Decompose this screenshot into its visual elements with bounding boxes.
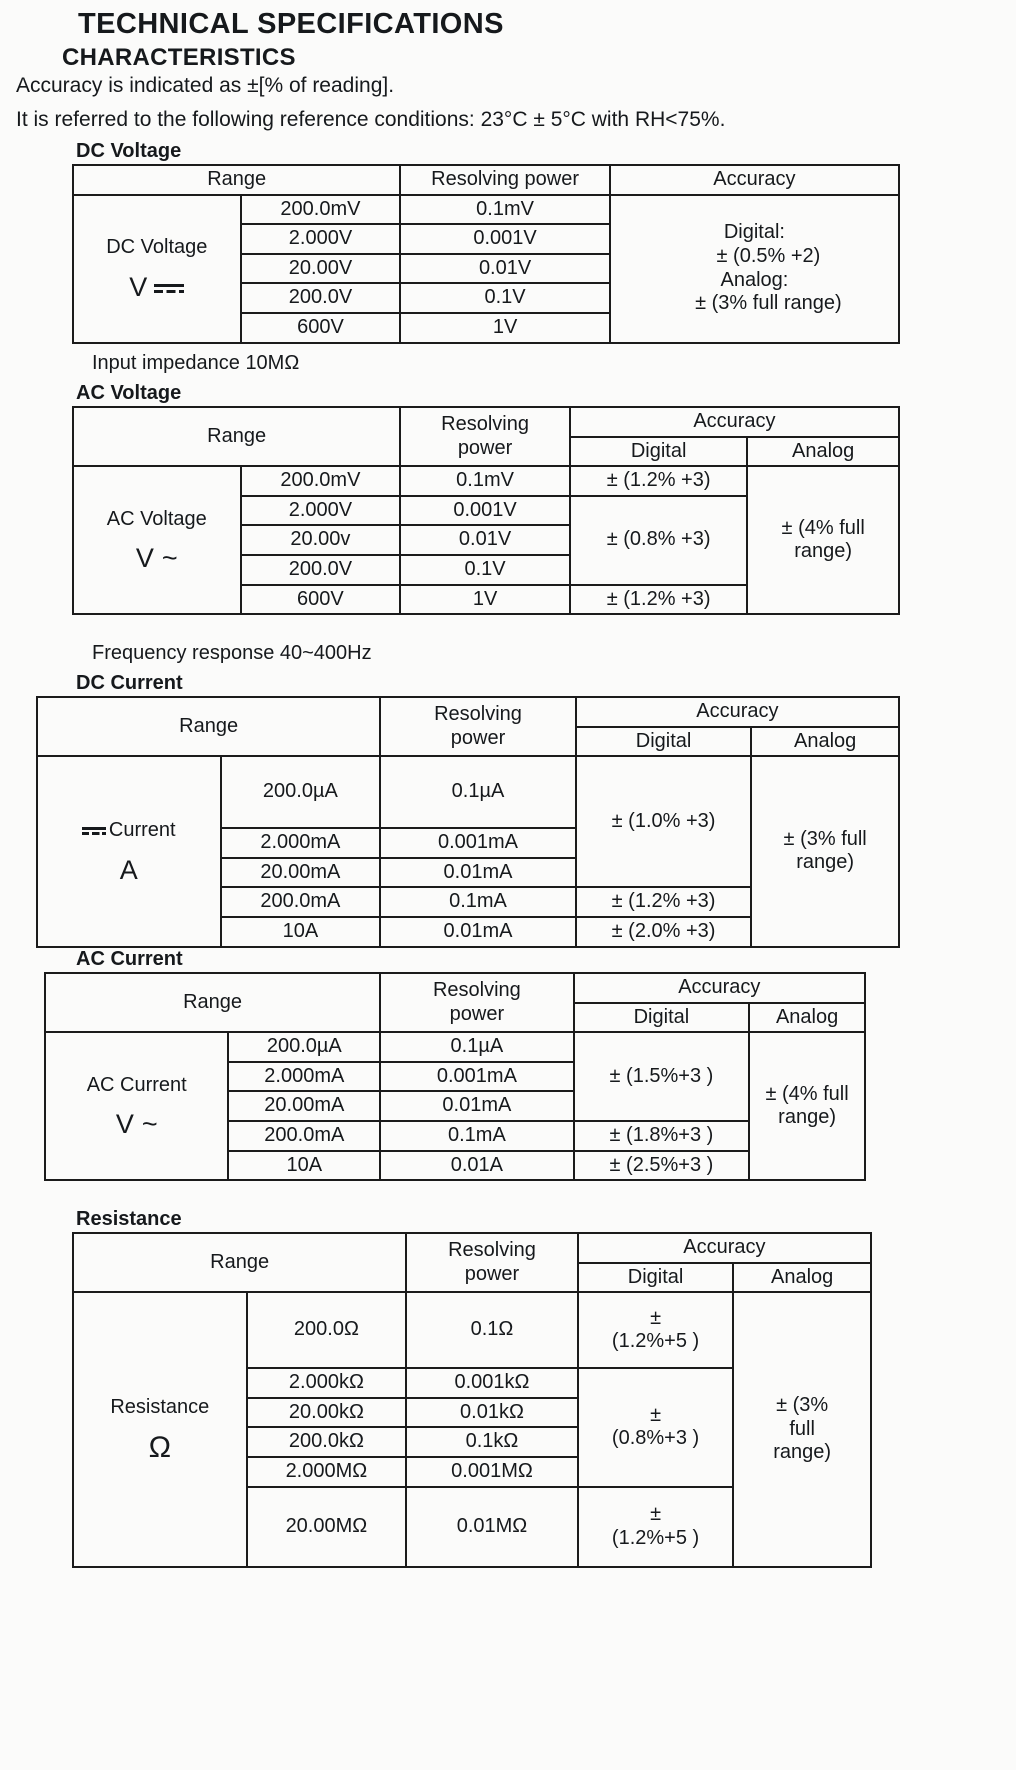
resolving-value: 0.001V bbox=[400, 496, 570, 526]
table-ac-voltage bbox=[72, 406, 900, 615]
table-title-ac-current: AC Current bbox=[76, 948, 183, 970]
note-frequency-response: Frequency response 40~400Hz bbox=[92, 642, 372, 664]
header-resolving-power bbox=[380, 973, 574, 1032]
header-range: Range bbox=[73, 165, 400, 195]
accuracy-analog-line2: range) bbox=[778, 1106, 836, 1129]
accuracy-digital-line1: ± bbox=[650, 1306, 662, 1329]
header-range: Range bbox=[73, 407, 400, 466]
range-value: 2.000V bbox=[241, 496, 401, 526]
resolving-value: 1V bbox=[400, 585, 570, 615]
range-value: 2.000MΩ bbox=[247, 1457, 407, 1487]
accuracy-digital-value: ± (1.2% +3) bbox=[570, 585, 747, 615]
accuracy-digital-value bbox=[578, 1292, 734, 1368]
resolving-value: 0.1mA bbox=[380, 1121, 574, 1151]
accuracy-analog-line1: ± (3% bbox=[776, 1393, 829, 1416]
accuracy-analog-line1: ± (4% full bbox=[765, 1082, 849, 1105]
header-accuracy: Accuracy bbox=[610, 165, 899, 195]
range-value: 200.0mA bbox=[221, 887, 381, 917]
accuracy-digital-value: ± (2.5%+3 ) bbox=[574, 1151, 750, 1181]
table-dc-current bbox=[36, 696, 900, 948]
accuracy-analog-value bbox=[749, 1032, 865, 1180]
range-value: 200.0V bbox=[241, 555, 401, 585]
header-resolving-line1: Resolving bbox=[432, 979, 521, 1001]
measurement-label-text: DC Voltage bbox=[106, 236, 208, 259]
table-title-ac-voltage: AC Voltage bbox=[76, 382, 182, 404]
accuracy-cell-dc-voltage bbox=[610, 195, 899, 343]
accuracy-analog-line2: full bbox=[789, 1417, 815, 1440]
range-value: 20.00V bbox=[241, 254, 401, 284]
table-header-row bbox=[73, 165, 899, 195]
measurement-label-text: Current bbox=[108, 819, 176, 842]
range-value: 200.0V bbox=[241, 283, 401, 313]
resolving-value: 0.01mA bbox=[380, 1091, 574, 1121]
header-accuracy: Accuracy bbox=[576, 697, 899, 727]
header-resolving-power bbox=[380, 697, 576, 756]
range-value: 600V bbox=[241, 313, 401, 343]
range-value: 2.000V bbox=[241, 224, 401, 254]
accuracy-analog-line1: ± (3% full bbox=[783, 827, 867, 850]
accuracy-digital-line1: ± bbox=[650, 1403, 662, 1426]
resolving-value: 0.1Ω bbox=[406, 1292, 578, 1368]
section-heading-characteristics: CHARACTERISTICS bbox=[62, 44, 296, 71]
accuracy-digital-value: ± (0.8% +3) bbox=[570, 496, 747, 585]
resolving-value: 0.01V bbox=[400, 254, 610, 284]
accuracy-digital-value: ± (2.0% +3) bbox=[576, 917, 752, 947]
header-resolving-line2: power bbox=[457, 436, 513, 459]
accuracy-digital-label: Digital: bbox=[723, 221, 785, 244]
header-digital: Digital bbox=[578, 1263, 734, 1293]
accuracy-analog-label: Analog: bbox=[720, 268, 789, 291]
measurement-label-ac-voltage bbox=[73, 466, 241, 614]
table-title-resistance: Resistance bbox=[76, 1208, 182, 1230]
resolving-value: 0.1V bbox=[400, 283, 610, 313]
range-value: 2.000mA bbox=[228, 1062, 380, 1092]
table-header-row bbox=[73, 407, 899, 437]
accuracy-digital-line2: (1.2%+5 ) bbox=[611, 1330, 700, 1353]
header-accuracy: Accuracy bbox=[578, 1233, 871, 1263]
range-value: 20.00MΩ bbox=[247, 1487, 407, 1567]
table-dc-voltage bbox=[72, 164, 900, 344]
ohm-symbol: Ω bbox=[148, 1431, 172, 1465]
resolving-value: 0.01kΩ bbox=[406, 1398, 578, 1428]
range-value: 2.000mA bbox=[221, 828, 381, 858]
resolving-value: 0.1mV bbox=[400, 195, 610, 225]
accuracy-digital-line1: ± bbox=[650, 1502, 662, 1525]
header-resolving-line2: power bbox=[450, 726, 506, 749]
range-value: 200.0mV bbox=[241, 195, 401, 225]
resolving-value: 0.001MΩ bbox=[406, 1457, 578, 1487]
range-value: 200.0µA bbox=[221, 756, 381, 828]
resolving-value: 0.01V bbox=[400, 525, 570, 555]
table-title-dc-current: DC Current bbox=[76, 672, 183, 694]
accuracy-digital-line2: (1.2%+5 ) bbox=[611, 1526, 700, 1549]
header-accuracy: Accuracy bbox=[570, 407, 899, 437]
table-row bbox=[37, 756, 899, 828]
measurement-label-text: Resistance bbox=[110, 1395, 210, 1418]
range-value: 10A bbox=[221, 917, 381, 947]
accuracy-digital-value: ± (1.5%+3 ) bbox=[574, 1032, 750, 1121]
resolving-value: 0.1µA bbox=[380, 756, 576, 828]
range-value: 200.0µA bbox=[228, 1032, 380, 1062]
table-header-row bbox=[37, 697, 899, 727]
header-accuracy: Accuracy bbox=[574, 973, 865, 1003]
measurement-label-text: AC Voltage bbox=[106, 507, 207, 530]
accuracy-analog-value bbox=[751, 756, 899, 946]
header-resolving-power bbox=[406, 1233, 578, 1292]
table-row bbox=[73, 466, 899, 496]
accuracy-digital-value: ± (1.2% +3) bbox=[576, 887, 752, 917]
header-analog: Analog bbox=[733, 1263, 871, 1293]
resolving-value: 0.001mA bbox=[380, 828, 576, 858]
table-header-row bbox=[45, 973, 865, 1003]
range-value: 600V bbox=[241, 585, 401, 615]
header-resolving-line2: power bbox=[449, 1002, 505, 1025]
range-value: 200.0mA bbox=[228, 1121, 380, 1151]
header-range: Range bbox=[45, 973, 380, 1032]
amps-ac-symbol: V ~ bbox=[115, 1109, 158, 1140]
header-range: Range bbox=[73, 1233, 406, 1292]
resolving-value: 0.001kΩ bbox=[406, 1368, 578, 1398]
accuracy-digital-value: ± (1.0% +3) bbox=[576, 756, 752, 887]
resolving-value: 0.001mA bbox=[380, 1062, 574, 1092]
header-resolving-power bbox=[400, 407, 570, 466]
measurement-label-text: AC Current bbox=[86, 1073, 187, 1096]
resolving-value: 0.1mV bbox=[400, 466, 570, 496]
measurement-label-resistance bbox=[73, 1292, 247, 1566]
accuracy-analog-value: ± (3% full range) bbox=[695, 292, 842, 315]
accuracy-analog-line2: range) bbox=[796, 851, 855, 874]
range-value: 20.00mA bbox=[228, 1091, 380, 1121]
table-row bbox=[73, 195, 899, 225]
range-value: 200.0mV bbox=[241, 466, 401, 496]
range-value: 10A bbox=[228, 1151, 380, 1181]
accuracy-digital-line2: (0.8%+3 ) bbox=[611, 1427, 700, 1450]
table-header-row bbox=[73, 1233, 871, 1263]
header-resolving-line1: Resolving bbox=[448, 1239, 536, 1261]
header-resolving-line1: Resolving bbox=[434, 703, 522, 725]
table-row bbox=[45, 1032, 865, 1062]
accuracy-digital-value: ± (1.8%+3 ) bbox=[574, 1121, 750, 1151]
range-value: 200.0Ω bbox=[247, 1292, 407, 1368]
header-analog: Analog bbox=[749, 1003, 865, 1033]
accuracy-analog-line2: range) bbox=[794, 540, 853, 563]
measurement-label-dc-current bbox=[37, 756, 221, 946]
header-digital: Digital bbox=[576, 727, 752, 757]
range-value: 20.00mA bbox=[221, 858, 381, 888]
dc-symbol bbox=[82, 819, 108, 843]
range-value: 200.0kΩ bbox=[247, 1427, 407, 1457]
resolving-value: 0.01mA bbox=[380, 858, 576, 888]
header-resolving-line2: power bbox=[464, 1262, 520, 1285]
accuracy-definition-text: Accuracy is indicated as ±[% of reading]. bbox=[16, 74, 395, 97]
measurement-label-ac-current bbox=[45, 1032, 228, 1180]
header-range: Range bbox=[37, 697, 380, 756]
reference-conditions-text: It is referred to the following reference conditions: 23°C ± 5°C with RH<75%. bbox=[16, 108, 726, 131]
accuracy-analog-value bbox=[747, 466, 899, 614]
volts-ac-symbol: V ~ bbox=[135, 543, 178, 574]
resolving-value: 0.01mA bbox=[380, 917, 576, 947]
range-value: 2.000kΩ bbox=[247, 1368, 407, 1398]
note-input-impedance: Input impedance 10MΩ bbox=[92, 352, 300, 374]
accuracy-digital-value bbox=[578, 1487, 734, 1567]
header-digital: Digital bbox=[570, 437, 747, 467]
table-ac-current bbox=[44, 972, 866, 1181]
resolving-value: 1V bbox=[400, 313, 610, 343]
header-resolving-line1: Resolving bbox=[441, 413, 529, 435]
header-digital: Digital bbox=[574, 1003, 750, 1033]
accuracy-analog-value bbox=[733, 1292, 871, 1566]
accuracy-digital-value bbox=[578, 1368, 734, 1486]
header-resolving-power: Resolving power bbox=[400, 165, 610, 195]
table-title-dc-voltage: DC Voltage bbox=[76, 140, 182, 162]
accuracy-analog-line1: ± (4% full bbox=[781, 516, 865, 539]
table-row bbox=[73, 1292, 871, 1368]
resolving-value: 0.01MΩ bbox=[406, 1487, 578, 1567]
resolving-value: 0.001V bbox=[400, 224, 610, 254]
resolving-value: 0.1µA bbox=[380, 1032, 574, 1062]
volts-dc-symbol: V bbox=[80, 274, 234, 301]
amps-dc-symbol: A bbox=[119, 854, 138, 885]
accuracy-analog-line3: range) bbox=[773, 1441, 832, 1464]
resolving-value: 0.1kΩ bbox=[406, 1427, 578, 1457]
range-value: 20.00kΩ bbox=[247, 1398, 407, 1428]
table-resistance bbox=[72, 1232, 872, 1568]
header-analog: Analog bbox=[747, 437, 899, 467]
resolving-value: 0.1mA bbox=[380, 887, 576, 917]
header-analog: Analog bbox=[751, 727, 899, 757]
accuracy-digital-value: ± (0.5% +2) bbox=[716, 244, 821, 267]
page-title: TECHNICAL SPECIFICATIONS bbox=[78, 8, 504, 40]
resolving-value: 0.01A bbox=[380, 1151, 574, 1181]
range-value: 20.00v bbox=[241, 525, 401, 555]
accuracy-digital-value: ± (1.2% +3) bbox=[570, 466, 747, 496]
resolving-value: 0.1V bbox=[400, 555, 570, 585]
measurement-label-dc-voltage bbox=[73, 195, 241, 343]
